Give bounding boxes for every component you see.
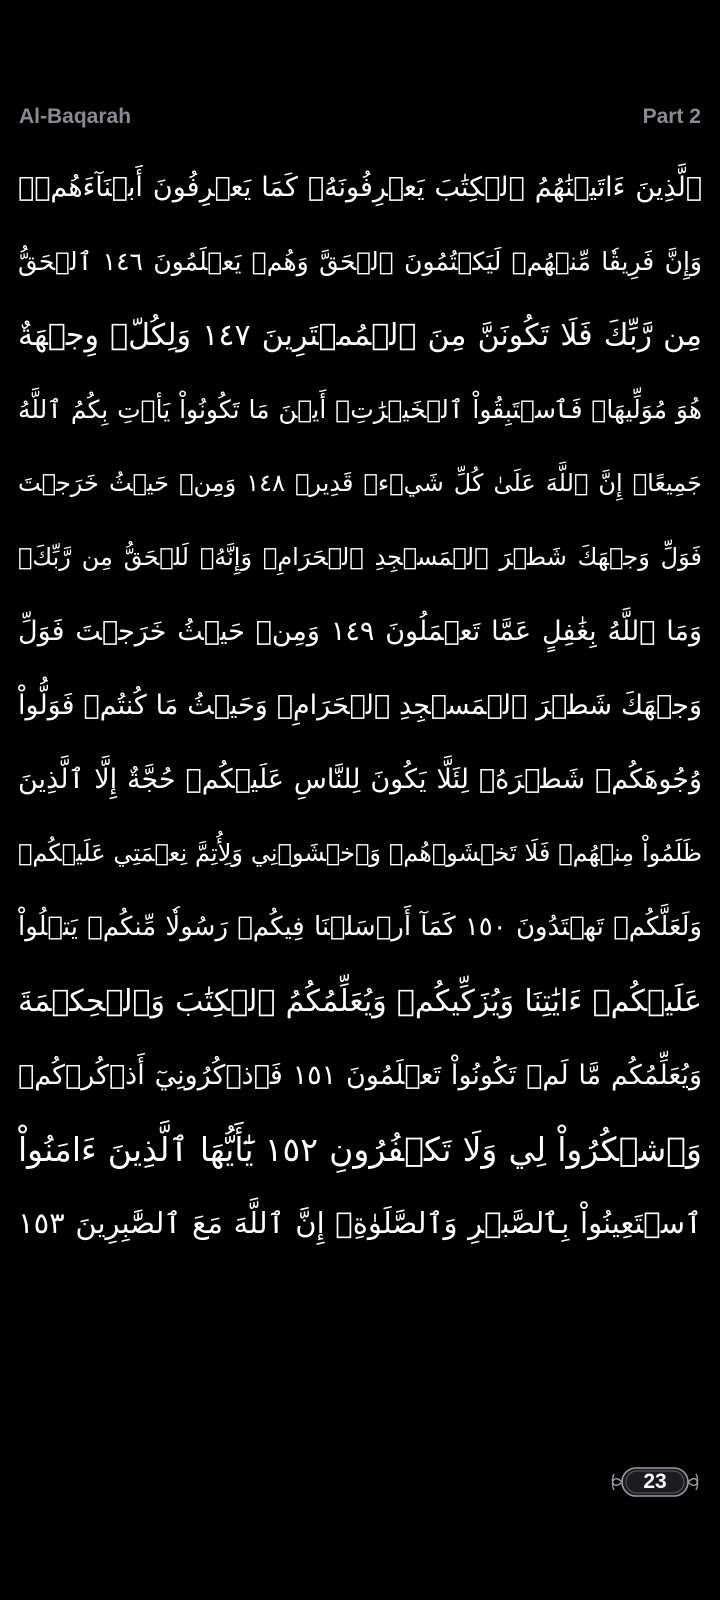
- verse-line: [18, 1112, 702, 1186]
- verse-line: [18, 1038, 702, 1112]
- verse-line-text: جَمِيعًاۚ إِنَّ ٱللَّهَ عَلَىٰ كُلِّ شَيۡءٖ قَدِيرٞ ١٤٨ وَمِنۡ حَيۡثُ خَرَجۡتَ: [18, 469, 703, 497]
- verse-line: [18, 890, 702, 964]
- verse-line-text: مِن رَّبِّكَ فَلَا تَكُونَنَّ مِنَ ٱلۡمُمۡتَرِينَ ١٤٧ وَلِكُلّٖ وِجۡهَةٌ: [18, 317, 703, 353]
- quran-page-text: [18, 150, 702, 1260]
- verse-line-text: وَٱشۡكُرُواْ لِي وَلَا تَكۡفُرُونِ ١٥٢ يَٰٓأَيُّهَا ٱلَّذِينَ ءَامَنُواْ: [18, 1129, 702, 1169]
- verse-line-text: وَإِنَّ فَرِيقٗا مِّنۡهُمۡ لَيَكۡتُمُونَ ٱلۡحَقَّ وَهُمۡ يَعۡلَمُونَ ١٤٦ ٱلۡحَقُّ: [18, 246, 702, 276]
- verse-line: [18, 742, 702, 816]
- verse-line-text: وَمَا ٱللَّهُ بِغَٰفِلٍ عَمَّا تَعۡمَلُونَ ١٤٩ وَمِنۡ حَيۡثُ خَرَجۡتَ فَوَلِّ: [18, 615, 702, 647]
- page-footer: [608, 1464, 702, 1500]
- verse-line-text: هُوَ مُوَلِّيهَاۖ فَٱسۡتَبِقُواْ ٱلۡخَيۡرَٰتِۚ أَيۡنَ مَا تَكُونُواْ يَأۡتِ بِكُمُ ٱللَّهُ: [18, 394, 702, 424]
- verse-line-text: ظَلَمُواْ مِنۡهُمۡ فَلَا تَخۡشَوۡهُمۡ وَٱخۡشَوۡنِي وَلِأُتِمَّ نِعۡمَتِي عَلَيۡكُمۡ: [18, 839, 702, 867]
- verse-line-text: وَلَعَلَّكُمۡ تَهۡتَدُونَ ١٥٠ كَمَآ أَرۡسَلۡنَا فِيكُمۡ رَسُولٗا مِّنكُمۡ يَتۡلُواْ: [18, 912, 703, 942]
- surah-name: Al-Baqarah: [19, 105, 132, 128]
- verse-line-text: وَيُعَلِّمُكُم مَّا لَمۡ تَكُونُواْ تَعۡلَمُونَ ١٥١ فَٱذۡكُرُونِيٓ أَذۡكُرۡكُمۡ: [18, 1059, 702, 1091]
- verse-line-text: عَلَيۡكُمۡ ءَايَٰتِنَا وَيُزَكِّيكُمۡ وَيُعَلِّمُكُمُ ٱلۡكِتَٰبَ وَٱلۡحِكۡمَةَ: [18, 983, 702, 1019]
- verse-line: [18, 298, 702, 372]
- page-header: [19, 100, 701, 134]
- verse-line-text: فَوَلِّ وَجۡهَكَ شَطۡرَ ٱلۡمَسۡجِدِ ٱلۡحَرَامِۖ وَإِنَّهُۥ لَلۡحَقُّ مِن رَّبِّكَۗ: [18, 543, 702, 571]
- verse-line: [18, 1186, 702, 1260]
- verse-line: [18, 964, 702, 1038]
- verse-line: [18, 446, 702, 520]
- verse-line: [18, 150, 702, 224]
- page-number-badge: [608, 1464, 702, 1500]
- verse-line: [18, 520, 702, 594]
- verse-line: [18, 224, 702, 298]
- verse-line: [18, 372, 702, 446]
- verse-line: [18, 594, 702, 668]
- juz-part: Part 2: [642, 105, 701, 128]
- page-number: 23: [643, 1470, 667, 1493]
- verse-line-text: ٱسۡتَعِينُواْ بِٱلصَّبۡرِ وَٱلصَّلَوٰةِۚ إِنَّ ٱللَّهَ مَعَ ٱلصَّٰبِرِينَ ١٥٣: [18, 1206, 702, 1240]
- verse-line-text: وُجُوهَكُمۡ شَطۡرَهُۥ لِئَلَّا يَكُونَ لِلنَّاسِ عَلَيۡكُمۡ حُجَّةٌ إِلَّا ٱلَّذِينَ: [18, 763, 702, 795]
- verse-line-text: ٱلَّذِينَ ءَاتَيۡنَٰهُمُ ٱلۡكِتَٰبَ يَعۡرِفُونَهُۥ كَمَا يَعۡرِفُونَ أَبۡنَآءَهُمۡۖ: [18, 171, 702, 203]
- verse-line: [18, 816, 702, 890]
- verse-line-text: وَجۡهَكَ شَطۡرَ ٱلۡمَسۡجِدِ ٱلۡحَرَامِۚ وَحَيۡثُ مَا كُنتُمۡ فَوَلُّواْ: [18, 689, 702, 721]
- verse-line: [18, 668, 702, 742]
